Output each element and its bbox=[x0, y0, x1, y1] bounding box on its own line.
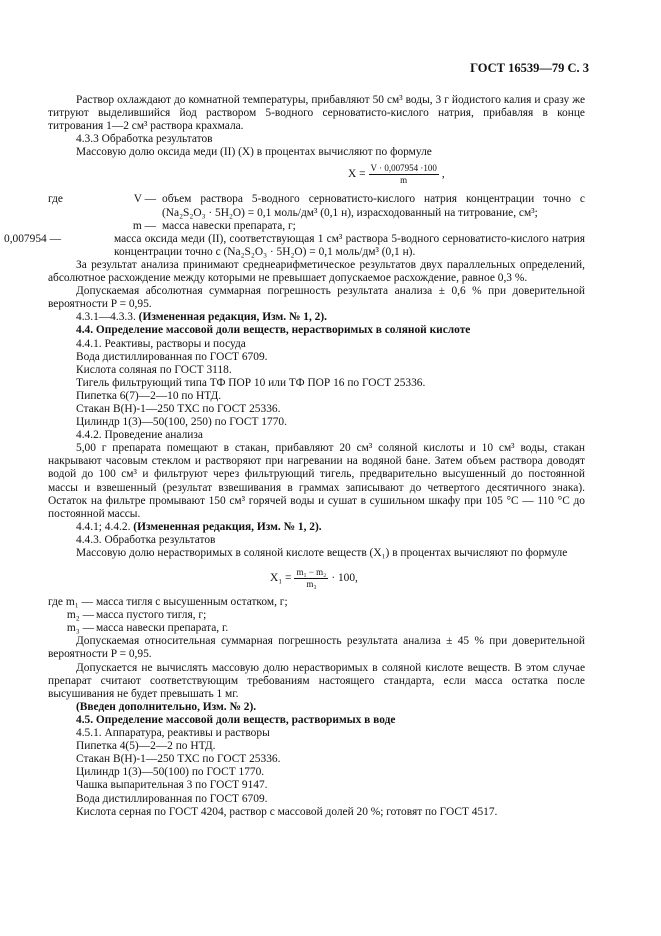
subsection-heading: 4.5.1. Аппаратура, реактивы и растворы bbox=[76, 727, 270, 740]
definition-text: масса оксида меди (II), соответствующая 1 см³ раствора 5-водного серноватисто-кислого натрия концентрации точно c (Na₂S₂O₃ · 5H₂O) = 0,1 моль/дм³ (0,1 н). bbox=[114, 232, 585, 258]
page-body bbox=[4, 94, 585, 819]
formula-lhs: X₁ = bbox=[270, 571, 292, 584]
paragraph: Допускается не вычислять массовую долю нерастворимых в соляной кислоте веществ. В этом случае препарат считают соответствующим требованиям настоящего стандарта, если масса остатка после высушивания не будет превышать 1 мг. bbox=[48, 661, 585, 700]
list-item: Тигель фильтрующий типа ТФ ПОР 10 или ТФ ПОР 16 по ГОСТ 25336. bbox=[76, 376, 426, 389]
list-item: Чашка выпарительная 3 по ГОСТ 9147. bbox=[76, 779, 268, 792]
definition-m bbox=[48, 220, 585, 233]
list-item: Цилиндр 1(3)—50(100, 250) по ГОСТ 1770. bbox=[76, 416, 287, 429]
list-item: Пипетка 6(7)—2—10 по НТД. bbox=[76, 389, 222, 402]
definition-text: масса навески препарата, г. bbox=[96, 622, 229, 635]
where-label: где bbox=[48, 596, 63, 609]
where-label: где bbox=[48, 193, 63, 206]
list-item: Стакан В(Н)-1—250 ТХС по ГОСТ 25336. bbox=[76, 753, 281, 766]
formula-tail: · 100, bbox=[331, 571, 358, 584]
symbol: m₂ — bbox=[66, 609, 94, 622]
list-item: Цилиндр 1(3)—50(100) по ГОСТ 1770. bbox=[76, 766, 265, 779]
symbol: m₃ — bbox=[66, 622, 94, 635]
paragraph: Массовую долю нерастворимых в соляной кислоте веществ (X₁) в процентах вычисляют по формуле bbox=[76, 547, 568, 559]
formula-insoluble bbox=[48, 560, 585, 596]
section-heading: 4.3.3 Обработка результатов bbox=[76, 133, 213, 146]
definition-text: масса навески препарата, г; bbox=[162, 219, 296, 232]
list-item: Кислота серная по ГОСТ 4204, раствор с массовой долей 20 %; готовят по ГОСТ 4517. bbox=[76, 805, 498, 818]
paragraph: Допускаемая абсолютная суммарная погрешность результата анализа ± 0,6 % при доверительной вероятности P = 0,95. bbox=[48, 285, 585, 311]
formula-numerator: m₁ − m₂ bbox=[296, 566, 327, 577]
definition-text: масса тигля с высушенным остатком, г; bbox=[96, 596, 288, 609]
subsection-heading: 4.4.3. Обработка результатов bbox=[76, 533, 216, 546]
list-item: Кислота соляная по ГОСТ 3118. bbox=[76, 363, 232, 376]
paragraph: 5,00 г препарата помещают в стакан, прибавляют 20 см³ соляной кислоты и 10 см³ воды, стакан накрывают часовым стеклом и растворяют при нагревании на водяной бане. Затем объем раствора доводят водой до 100 см³ и фильтруют через фильтрующий тигель, предварительно высушенный до постоянной массы и взвешенный (результат взвешивания в граммах записывают до четвертого десятичного знака). Остаток на фильтре промывают 150 см³ горячей воды и сушат в сушильном шкафу при 105 °С — 110 °С до постоянной массы. bbox=[48, 442, 585, 520]
formula-numerator: V · 0,007954 ·100 bbox=[370, 162, 437, 173]
formula-fraction bbox=[369, 163, 439, 186]
formula-tail: , bbox=[441, 167, 445, 180]
list-item: Вода дистиллированная по ГОСТ 6709. bbox=[76, 350, 268, 363]
section-heading: 4.4. Определение массовой доли веществ, нерастворимых в соляной кислоте bbox=[76, 324, 471, 337]
formula-copper-oxide bbox=[48, 159, 585, 193]
formula-fraction bbox=[294, 567, 328, 590]
paragraph: Массовую долю оксида меди (II) (X) в процентах вычисляют по формуле bbox=[76, 146, 432, 159]
list-item: Стакан В(Н)-1—250 ТХС по ГОСТ 25336. bbox=[76, 402, 281, 415]
definition-m3 bbox=[48, 622, 585, 635]
section-heading: 4.5. Определение массовой доли веществ, растворимых в воде bbox=[76, 713, 396, 726]
subsection-heading: 4.4.2. Проведение анализа bbox=[76, 429, 203, 442]
symbol: m — bbox=[132, 219, 156, 232]
list-item: Вода дистиллированная по ГОСТ 6709. bbox=[76, 792, 268, 805]
formula-denominator: m₃ bbox=[306, 578, 317, 589]
paragraph: За результат анализа принимают среднеарифметическое результатов двух параллельных определений, абсолютное расхождение между которыми не превышает допускаемое расхождение, равное 0,3 %. bbox=[48, 258, 585, 285]
symbol: V — bbox=[133, 193, 156, 206]
symbol: 0,007954 — bbox=[4, 232, 61, 245]
definition-text: масса пустого тигля, г; bbox=[96, 609, 207, 622]
page-header: ГОСТ 16539—79 С. 3 bbox=[470, 61, 589, 75]
paragraph: Допускаемая относительная суммарная погрешность результата анализа ± 45 % при доверительной вероятности P = 0,95. bbox=[48, 635, 585, 661]
symbol: m₁ — bbox=[65, 596, 93, 609]
amendment-note: (Введен дополнительно, Изм. № 2). bbox=[76, 700, 257, 713]
paragraph: Раствор охлаждают до комнатной температуры, прибавляют 50 см³ воды, 3 г йодистого калия и сразу же титруют выделившийся йод раствором 5-водного серноватисто-кислого натрия, прибавляя в конце титрования 1—2 см³ раствора крахмала. bbox=[48, 94, 585, 133]
formula-lhs: X = bbox=[348, 167, 366, 180]
formula-denominator: m bbox=[400, 174, 408, 185]
definition-m1 bbox=[48, 596, 585, 609]
amendment-note: 4.4.1; 4.4.2. (Измененная редакция, Изм. № 1, 2). bbox=[76, 520, 322, 533]
subsection-heading: 4.4.1. Реактивы, растворы и посуда bbox=[76, 337, 246, 350]
definition-v bbox=[48, 193, 585, 219]
amendment-note: 4.3.1—4.3.3. (Измененная редакция, Изм. № 1, 2). bbox=[76, 311, 328, 324]
list-item: Пипетка 4(5)—2—2 по НТД. bbox=[76, 740, 216, 753]
definition-text: объем раствора 5-водного серноватисто-кислого натрия концентрации точно c (Na₂S₂O₃ · 5H₂O) = 0,1 моль/дм³ (0,1 н), израсходованный на титрование, см³; bbox=[162, 193, 585, 219]
definition-constant bbox=[4, 232, 585, 259]
definition-m2 bbox=[48, 609, 585, 622]
